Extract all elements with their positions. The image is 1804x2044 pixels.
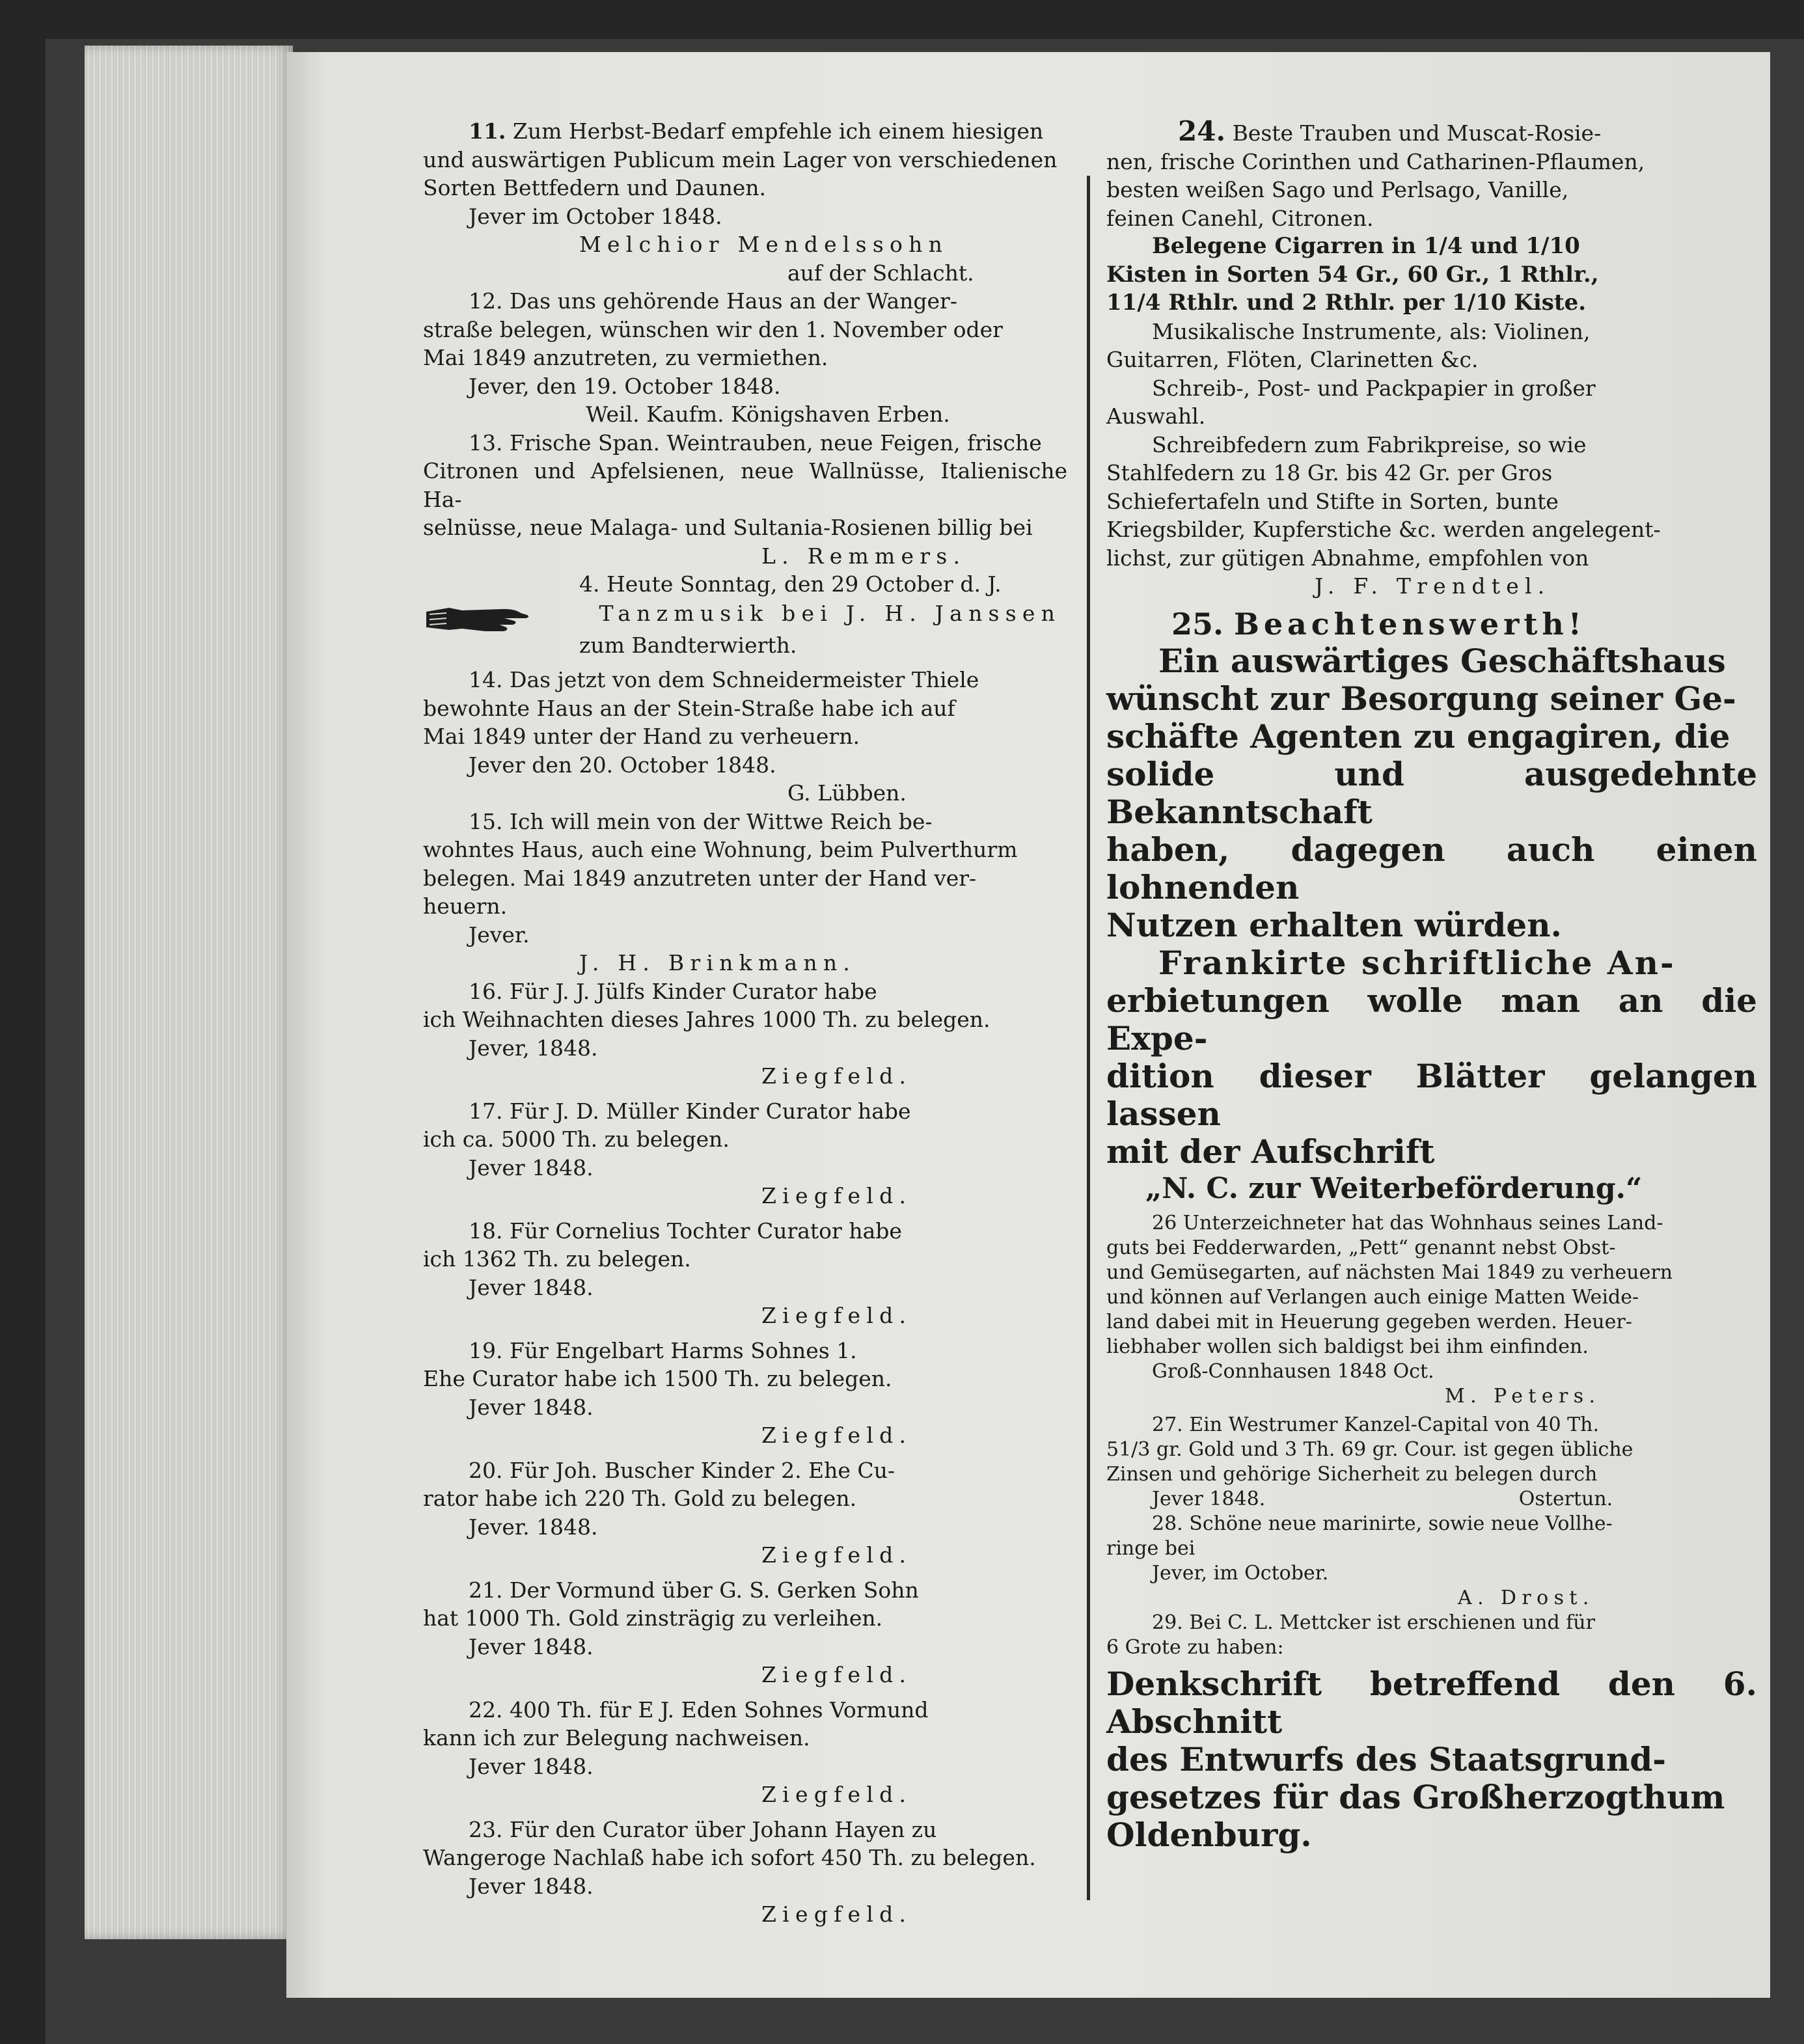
ad-text: straße belegen, wünschen wir den 1. November oder (423, 316, 1003, 342)
place-date: Jever. 1848. (469, 1514, 598, 1540)
signer: G. Lübben. (787, 780, 907, 806)
place-date: Jever, im October. (1152, 1561, 1329, 1585)
ad-text: Schiefertafeln und Stifte in Sorten, bunte (1106, 488, 1559, 514)
ad-text: Mai 1849 unter der Hand zu verheuern. (423, 724, 860, 749)
ad-text: Der Vormund über G. S. Gerken Sohn (509, 1577, 919, 1603)
ad-number: 19. (469, 1337, 503, 1363)
ad-text: Das uns gehörende Haus an der Wanger- (509, 288, 957, 314)
place-date: Jever 1848. (469, 1753, 594, 1779)
ad-text: haben, dagegen auch einen lohnenden (1106, 830, 1757, 906)
ad-14 (423, 666, 1067, 808)
ad-text: Schöne neue marinirte, sowie neue Vollhe- (1189, 1512, 1613, 1535)
ad-text: Das jetzt von dem Schneidermeister Thiele (509, 667, 979, 692)
ad-text: Für J. J. Jülfs Kinder Curator habe (509, 978, 877, 1004)
ad-text: Frische Span. Weintrauben, neue Feigen, frische (509, 429, 1042, 456)
ad-text: ich 1362 Th. zu belegen. (423, 1246, 691, 1272)
signer: J. H. Brinkmann. (579, 950, 856, 975)
ad-text: 400 Th. für E J. Eden Sohnes Vormund (509, 1697, 929, 1723)
signer: Ziegfeld. (761, 1542, 912, 1568)
place-date: Jever. (469, 921, 530, 947)
place-date: Jever 1848. (469, 1154, 594, 1180)
place-date: Jever, 1848. (469, 1035, 598, 1061)
ad-24 (1106, 117, 1757, 601)
ad-text: lichst, zur gütigen Abnahme, empfohlen von (1106, 545, 1589, 571)
ad-text: ich Weihnachten dieses Jahres 1000 Th. zu belegen. (423, 1007, 991, 1032)
ad-text: zum Bandterwierth. (579, 632, 797, 658)
ad-number: 13. (469, 429, 503, 456)
ad-text: mit der Aufschrift (1106, 1132, 1435, 1171)
ad-16 (423, 977, 1067, 1091)
ad-text: Ein Westrumer Kanzel-Capital von 40 Th. (1189, 1413, 1600, 1436)
ad-26 (1106, 1211, 1757, 1409)
ad-text: Stahlfedern zu 18 Gr. bis 42 Gr. per Gros (1106, 460, 1553, 485)
ad-21 (423, 1576, 1067, 1689)
signer-note: auf der Schlacht. (787, 260, 974, 286)
place-date: Groß-Connhausen 1848 Oct. (1152, 1359, 1434, 1383)
ad-text: heuern. (423, 893, 508, 919)
place-date: Jever im October 1848. (469, 203, 722, 229)
ad-text: feinen Canehl, Citronen. (1106, 205, 1374, 231)
signer: Ziegfeld. (761, 1183, 912, 1208)
ad-number: 20. (469, 1457, 503, 1483)
ad-text: 6 Grote zu haben: (1106, 1635, 1284, 1659)
signer: Ziegfeld. (761, 1901, 912, 1927)
ad-text: Kisten in Sorten 54 Gr., 60 Gr., 1 Rthlr., (1106, 261, 1599, 288)
ad-number: 29. (1152, 1611, 1183, 1634)
ad-text: ringe bei (1106, 1536, 1196, 1560)
ad-text: selnüsse, neue Malaga- und Sultania-Rosienen billig bei (423, 515, 1033, 540)
ad-text: bewohnte Haus an der Stein-Straße habe ich auf (423, 695, 955, 721)
ad-number: 14. (469, 667, 503, 692)
ad-text: und können auf Verlangen auch einige Matten Weide- (1106, 1285, 1639, 1309)
ad-number: 11. (469, 118, 506, 144)
signer: Weil. Kaufm. Königshaven Erben. (586, 402, 950, 427)
ad-text: land dabei mit in Heuerung gegeben werden. Heuer- (1106, 1310, 1632, 1333)
left-column (423, 117, 1067, 1929)
ad-text: Für Engelbart Harms Sohnes 1. (509, 1337, 857, 1363)
book-title: gesetzes für das Großherzogthum (1106, 1777, 1725, 1816)
ad-number: 12. (469, 288, 503, 314)
ad-number: 22. (469, 1697, 503, 1723)
ad-29 (1106, 1611, 1757, 1854)
ad-17 (423, 1097, 1067, 1210)
ad-text: Sorten Bettfedern und Daunen. (423, 175, 767, 200)
ad-text: belegen. Mai 1849 anzutreten unter der Hand ver- (423, 865, 977, 891)
ad-text: Mai 1849 anzutreten, zu vermiethen. (423, 345, 828, 370)
signer: J. F. Trendtel. (1315, 573, 1551, 599)
right-column (1106, 117, 1757, 1854)
ad-20 (423, 1456, 1067, 1570)
ad-text: und auswärtigen Publicum mein Lager von verschiedenen (423, 146, 1058, 172)
ad-text: kann ich zur Belegung nachweisen. (423, 1725, 810, 1751)
ad-number: 18. (469, 1218, 503, 1244)
ad-text: Bei C. L. Mettcker ist erschienen und für (1189, 1611, 1595, 1634)
ad-text: wohntes Haus, auch eine Wohnung, beim Pulverthurm (423, 837, 1018, 862)
ad-text: Für den Curator über Johann Hayen zu (509, 1816, 937, 1842)
ad-quote: „N. C. zur Weiterbeförderung.“ (1145, 1171, 1643, 1205)
ad-25 (1106, 606, 1757, 1207)
place-date: Jever den 20. October 1848. (469, 752, 776, 778)
ad-text: Kriegsbilder, Kupferstiche &c. werden angelegent- (1106, 517, 1661, 542)
ad-18 (423, 1217, 1067, 1330)
place-date: Jever 1848. (469, 1394, 594, 1420)
ad-text: besten weißen Sago und Perlsago, Vanille, (1106, 177, 1569, 202)
signer: Melchior Mendelssohn (579, 232, 949, 257)
place-date: Jever, den 19. October 1848. (469, 373, 781, 399)
ad-4 (423, 570, 1067, 659)
ad-number: 28. (1152, 1512, 1183, 1535)
ad-23 (423, 1816, 1067, 1929)
book-title: Denkschrift betreffend den 6. Abschnitt (1106, 1664, 1757, 1741)
ad-text: guts bei Fedderwarden, „Pett“ genannt nebst Obst- (1106, 1236, 1616, 1259)
ad-19 (423, 1337, 1067, 1450)
signer: Ziegfeld. (761, 1423, 912, 1448)
signer: Ziegfeld. (761, 1782, 912, 1807)
ad-text: Beste Trauben und Muscat-Rosie- (1232, 120, 1602, 146)
ad-text: Wangeroge Nachlaß habe ich sofort 450 Th. zu belegen. (423, 1845, 1036, 1870)
ad-text: Auswahl. (1106, 403, 1206, 429)
ad-text: Frankirte schriftliche An- (1158, 943, 1676, 982)
ad-number: 15. (469, 808, 503, 834)
ad-text: erbietungen wolle man an die Expe- (1106, 981, 1757, 1057)
signer: A. Drost. (1458, 1586, 1594, 1609)
place-date: Jever 1848. (1152, 1487, 1266, 1510)
ad-text: Unterzeichneter hat das Wohnhaus seines Land- (1182, 1211, 1663, 1234)
ad-text: schäfte Agenten zu engagiren, die (1106, 716, 1730, 756)
ad-text: hat 1000 Th. Gold zinsträgig zu verleihen. (423, 1605, 883, 1631)
ad-13 (423, 429, 1067, 571)
ad-text: Schreib-, Post- und Packpapier in großer (1152, 375, 1596, 401)
ad-text: dition dieser Blätter gelangen lassen (1106, 1056, 1757, 1133)
ad-text: Citronen und Apfelsienen, neue Wallnüsse, Italienische Ha- (423, 458, 1067, 512)
ad-text: Ich will mein von der Wittwe Reich be- (509, 808, 933, 834)
ad-text: nen, frische Corinthen und Catharinen-Pflaumen, (1106, 148, 1645, 174)
ad-text: rator habe ich 220 Th. Gold zu belegen. (423, 1486, 857, 1511)
ad-text: Ehe Curator habe ich 1500 Th. zu belegen. (423, 1366, 892, 1391)
ad-15 (423, 808, 1067, 977)
ad-text: 51/3 gr. Gold und 3 Th. 69 gr. Cour. ist gegen übliche (1106, 1438, 1633, 1461)
ad-text: Für Joh. Buscher Kinder 2. Ehe Cu- (509, 1457, 895, 1483)
place-date: Jever 1848. (469, 1873, 594, 1899)
ad-text: Nutzen erhalten würden. (1106, 905, 1562, 944)
ad-text: Musikalische Instrumente, als: Violinen, (1152, 318, 1591, 344)
ad-heading: Beachtenswerth! (1234, 606, 1586, 642)
ad-text: wünscht zur Besorgung seiner Ge- (1106, 679, 1736, 718)
ad-text: Für J. D. Müller Kinder Curator habe (509, 1098, 911, 1124)
ad-12 (423, 287, 1067, 429)
ad-text: liebhaber wollen sich baldigst bei ihm einfinden. (1106, 1335, 1589, 1358)
ad-text: solide und ausgedehnte Bekanntschaft (1106, 754, 1757, 831)
signer: Ziegfeld. (761, 1303, 912, 1328)
ad-number: 17. (469, 1098, 503, 1124)
ad-text: Ein auswärtiges Geschäftshaus (1158, 641, 1726, 680)
ad-text: Schreibfedern zum Fabrikpreise, so wie (1152, 431, 1587, 457)
ad-text: 11/4 Rthlr. und 2 Rthlr. per 1/10 Kiste. (1106, 290, 1587, 316)
ad-text: Tanzmusik bei J. H. Janssen (599, 600, 1061, 626)
place-date: Jever 1848. (469, 1633, 594, 1659)
ad-number: 25. (1171, 606, 1224, 642)
pointing-hand-icon (423, 599, 534, 631)
book-title: des Entwurfs des Staatsgrund- (1106, 1739, 1666, 1778)
signer: Ziegfeld. (761, 1662, 912, 1687)
ad-22 (423, 1696, 1067, 1809)
ad-27 (1106, 1413, 1757, 1512)
signer: Ziegfeld. (761, 1063, 912, 1089)
ad-text: Zinsen und gehörige Sicherheit zu belegen durch (1106, 1462, 1598, 1486)
signer: L. Remmers. (761, 543, 966, 569)
signer: M. Peters. (1445, 1384, 1601, 1408)
ad-number: 4. (579, 571, 600, 597)
signer: Ostertun. (1518, 1487, 1613, 1510)
place-date: Jever 1848. (469, 1274, 594, 1300)
ad-text: Heute Sonntag, den 29 October d. J. (607, 571, 1002, 597)
column-divider (1087, 176, 1090, 1900)
ad-text: Belegene Cigarren in 1/4 und 1/10 (1152, 233, 1580, 259)
ad-number: 26 (1152, 1211, 1177, 1234)
ad-text: Guitarren, Flöten, Clarinetten &c. (1106, 347, 1479, 372)
ad-28 (1106, 1512, 1757, 1611)
ad-number: 24. (1178, 115, 1226, 147)
book-title: Oldenburg. (1106, 1815, 1312, 1854)
ad-number: 21. (469, 1577, 503, 1603)
ad-number: 23. (469, 1816, 503, 1842)
ad-text: Für Cornelius Tochter Curator habe (509, 1218, 902, 1244)
ad-text: Zum Herbst-Bedarf empfehle ich einem hiesigen (512, 118, 1044, 144)
ad-11 (423, 117, 1067, 287)
ad-text: und Gemüsegarten, auf nächsten Mai 1849 zu verheuern (1106, 1260, 1673, 1284)
ad-text: ich ca. 5000 Th. zu belegen. (423, 1126, 730, 1152)
page-edges (85, 46, 293, 1939)
ad-number: 27. (1152, 1413, 1183, 1436)
ad-number: 16. (469, 978, 503, 1004)
